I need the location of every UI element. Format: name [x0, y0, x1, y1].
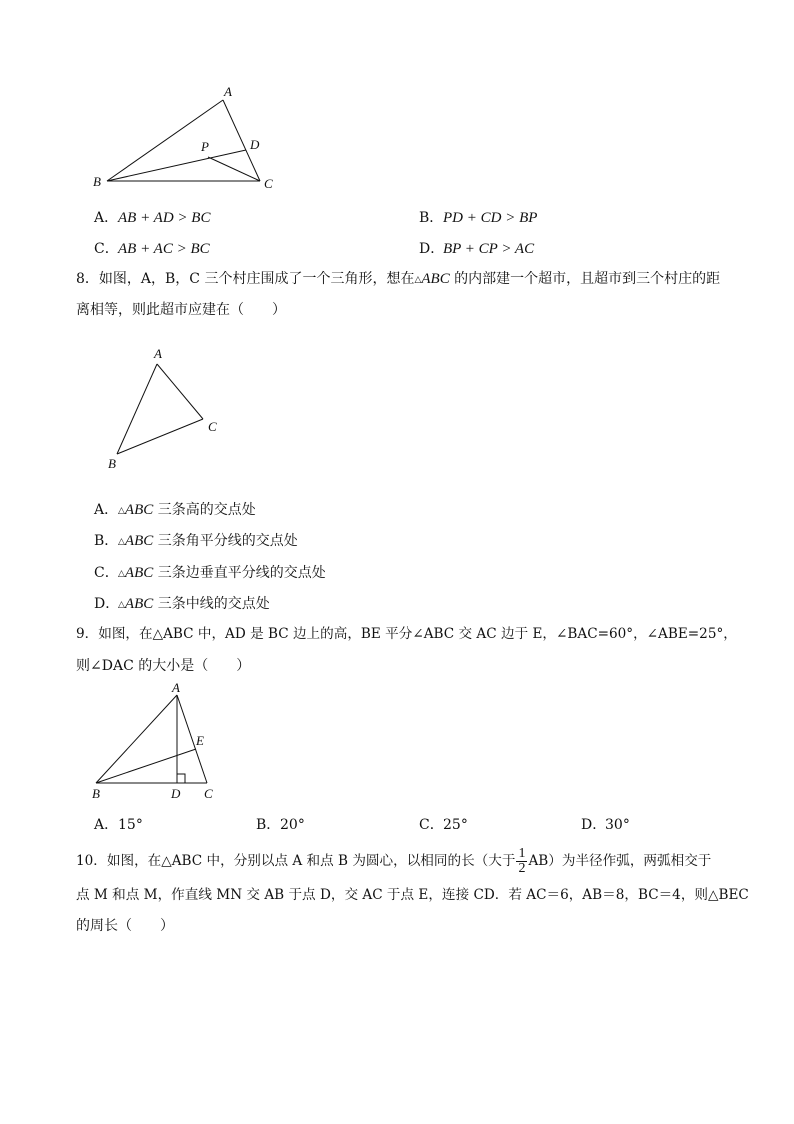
q10-fraction-numerator: 1 — [518, 846, 526, 861]
q9-label-b: B — [92, 786, 100, 801]
q9-triangle-diagram — [88, 678, 228, 808]
q8-label-c: C — [208, 419, 217, 434]
q8-line1-triangle-symbol: △ — [414, 275, 422, 285]
q8-option-a-abc: ABC — [124, 502, 154, 518]
q8-option-b-text: 三条角平分线的交点处 — [153, 533, 298, 549]
q9-option-a-letter: A． — [94, 817, 119, 833]
q9-option-b[interactable] — [256, 814, 305, 834]
q8-label-a: A — [154, 346, 162, 361]
q7-option-a[interactable] — [94, 207, 210, 227]
q8-option-b[interactable] — [94, 530, 298, 550]
q10-line1-pre: 10．如图，在△ABC 中，分别以点 A 和点 B 为圆心，以相同的长（大于 — [76, 853, 516, 869]
q9-label-e: E — [196, 733, 204, 748]
q8-option-c-abc: ABC — [124, 565, 154, 581]
q7-option-b-letter: B． — [419, 210, 444, 226]
q9-label-a: A — [172, 680, 180, 695]
q8-option-c-text: 三条边垂直平分线的交点处 — [153, 565, 326, 581]
q7-option-d-text: BP + CP > AC — [443, 241, 535, 257]
q7-label-d: D — [250, 137, 260, 152]
q8-figure — [100, 345, 230, 475]
q9-label-c: C — [204, 786, 213, 801]
q8-option-c-letter: C． — [94, 565, 119, 581]
q9-option-d-letter: D． — [581, 817, 607, 833]
q8-line1-pre: 8．如图，A，B，C 三个村庄围成了一个三角形，想在 — [76, 271, 415, 287]
q7-option-d[interactable] — [419, 238, 534, 258]
q8-option-d-abc: ABC — [124, 596, 154, 612]
q10-fraction-denominator: 2 — [518, 861, 526, 876]
q10-question-line2: 点 M 和点 M，作直线 MN 交 AB 于点 D，交 AC 于点 E，连接 CD．若 AC＝6，AB＝8，BC＝4，则△BEC — [76, 887, 749, 903]
q9-label-d: D — [171, 786, 181, 801]
q7-label-c: C — [264, 176, 273, 191]
q7-option-c[interactable] — [94, 238, 210, 258]
q9-question-line2: 则∠DAC 的大小是（ ） — [76, 658, 251, 674]
q8-line1-post: 的内部建一个超市，且超市到三个村庄的距 — [449, 271, 721, 287]
q8-option-d-text: 三条中线的交点处 — [153, 596, 270, 612]
q9-option-c-text: 25° — [443, 817, 468, 833]
q9-option-b-letter: B． — [256, 817, 281, 833]
q8-option-c[interactable] — [94, 562, 326, 582]
q8-option-b-abc: ABC — [124, 533, 154, 549]
q7-option-c-text: AB + AC > BC — [118, 241, 210, 257]
q10-question-line1 — [76, 846, 711, 876]
q8-question-line2: 离相等，则此超市应建在（ ） — [76, 302, 286, 318]
q8-option-d-triangle-symbol: △ — [118, 600, 125, 610]
q7-label-b: B — [93, 174, 101, 189]
q9-figure — [88, 678, 228, 808]
q8-option-b-triangle-symbol: △ — [118, 537, 125, 547]
q9-option-a-text: 15° — [118, 817, 143, 833]
q7-figure — [90, 80, 290, 195]
q7-option-b-text: PD + CD > BP — [443, 210, 538, 226]
q7-option-c-letter: C． — [94, 241, 119, 257]
q7-option-b[interactable] — [419, 207, 537, 227]
q7-option-a-text: AB + AD > BC — [118, 210, 211, 226]
q8-option-a-letter: A． — [94, 502, 119, 518]
q7-label-a: A — [224, 84, 232, 99]
q8-question-line1 — [76, 269, 720, 290]
q7-option-a-letter: A． — [94, 210, 119, 226]
q9-option-b-text: 20° — [280, 817, 305, 833]
q9-question-line1: 9．如图，在△ABC 中，AD 是 BC 边上的高，BE 平分∠ABC 交 AC 边于 E，∠BAC=60°，∠ABE=25°， — [76, 626, 737, 642]
q8-option-a-text: 三条高的交点处 — [153, 502, 256, 518]
q7-option-d-letter: D． — [419, 241, 445, 257]
q7-triangle-diagram — [90, 80, 290, 195]
q9-option-d-text: 30° — [605, 817, 630, 833]
q8-option-d-letter: D． — [94, 596, 120, 612]
q9-option-c[interactable] — [419, 814, 468, 834]
q8-option-b-letter: B． — [94, 533, 119, 549]
q10-fraction — [516, 847, 527, 876]
q9-option-d[interactable] — [581, 814, 630, 834]
q8-line1-abc: ABC — [421, 271, 450, 287]
q8-option-c-triangle-symbol: △ — [118, 569, 125, 579]
q10-question-line3: 的周长（ ） — [76, 918, 174, 934]
q7-label-p: P — [201, 139, 209, 154]
q8-option-a-triangle-symbol: △ — [118, 506, 125, 516]
q8-label-b: B — [108, 456, 116, 471]
q8-triangle-diagram — [100, 345, 230, 475]
q8-option-a[interactable] — [94, 499, 256, 519]
q10-line1-post: AB）为半径作弧，两弧相交于 — [528, 853, 712, 869]
q9-option-c-letter: C． — [419, 817, 444, 833]
q8-option-d[interactable] — [94, 593, 270, 613]
q9-option-a[interactable] — [94, 814, 143, 834]
